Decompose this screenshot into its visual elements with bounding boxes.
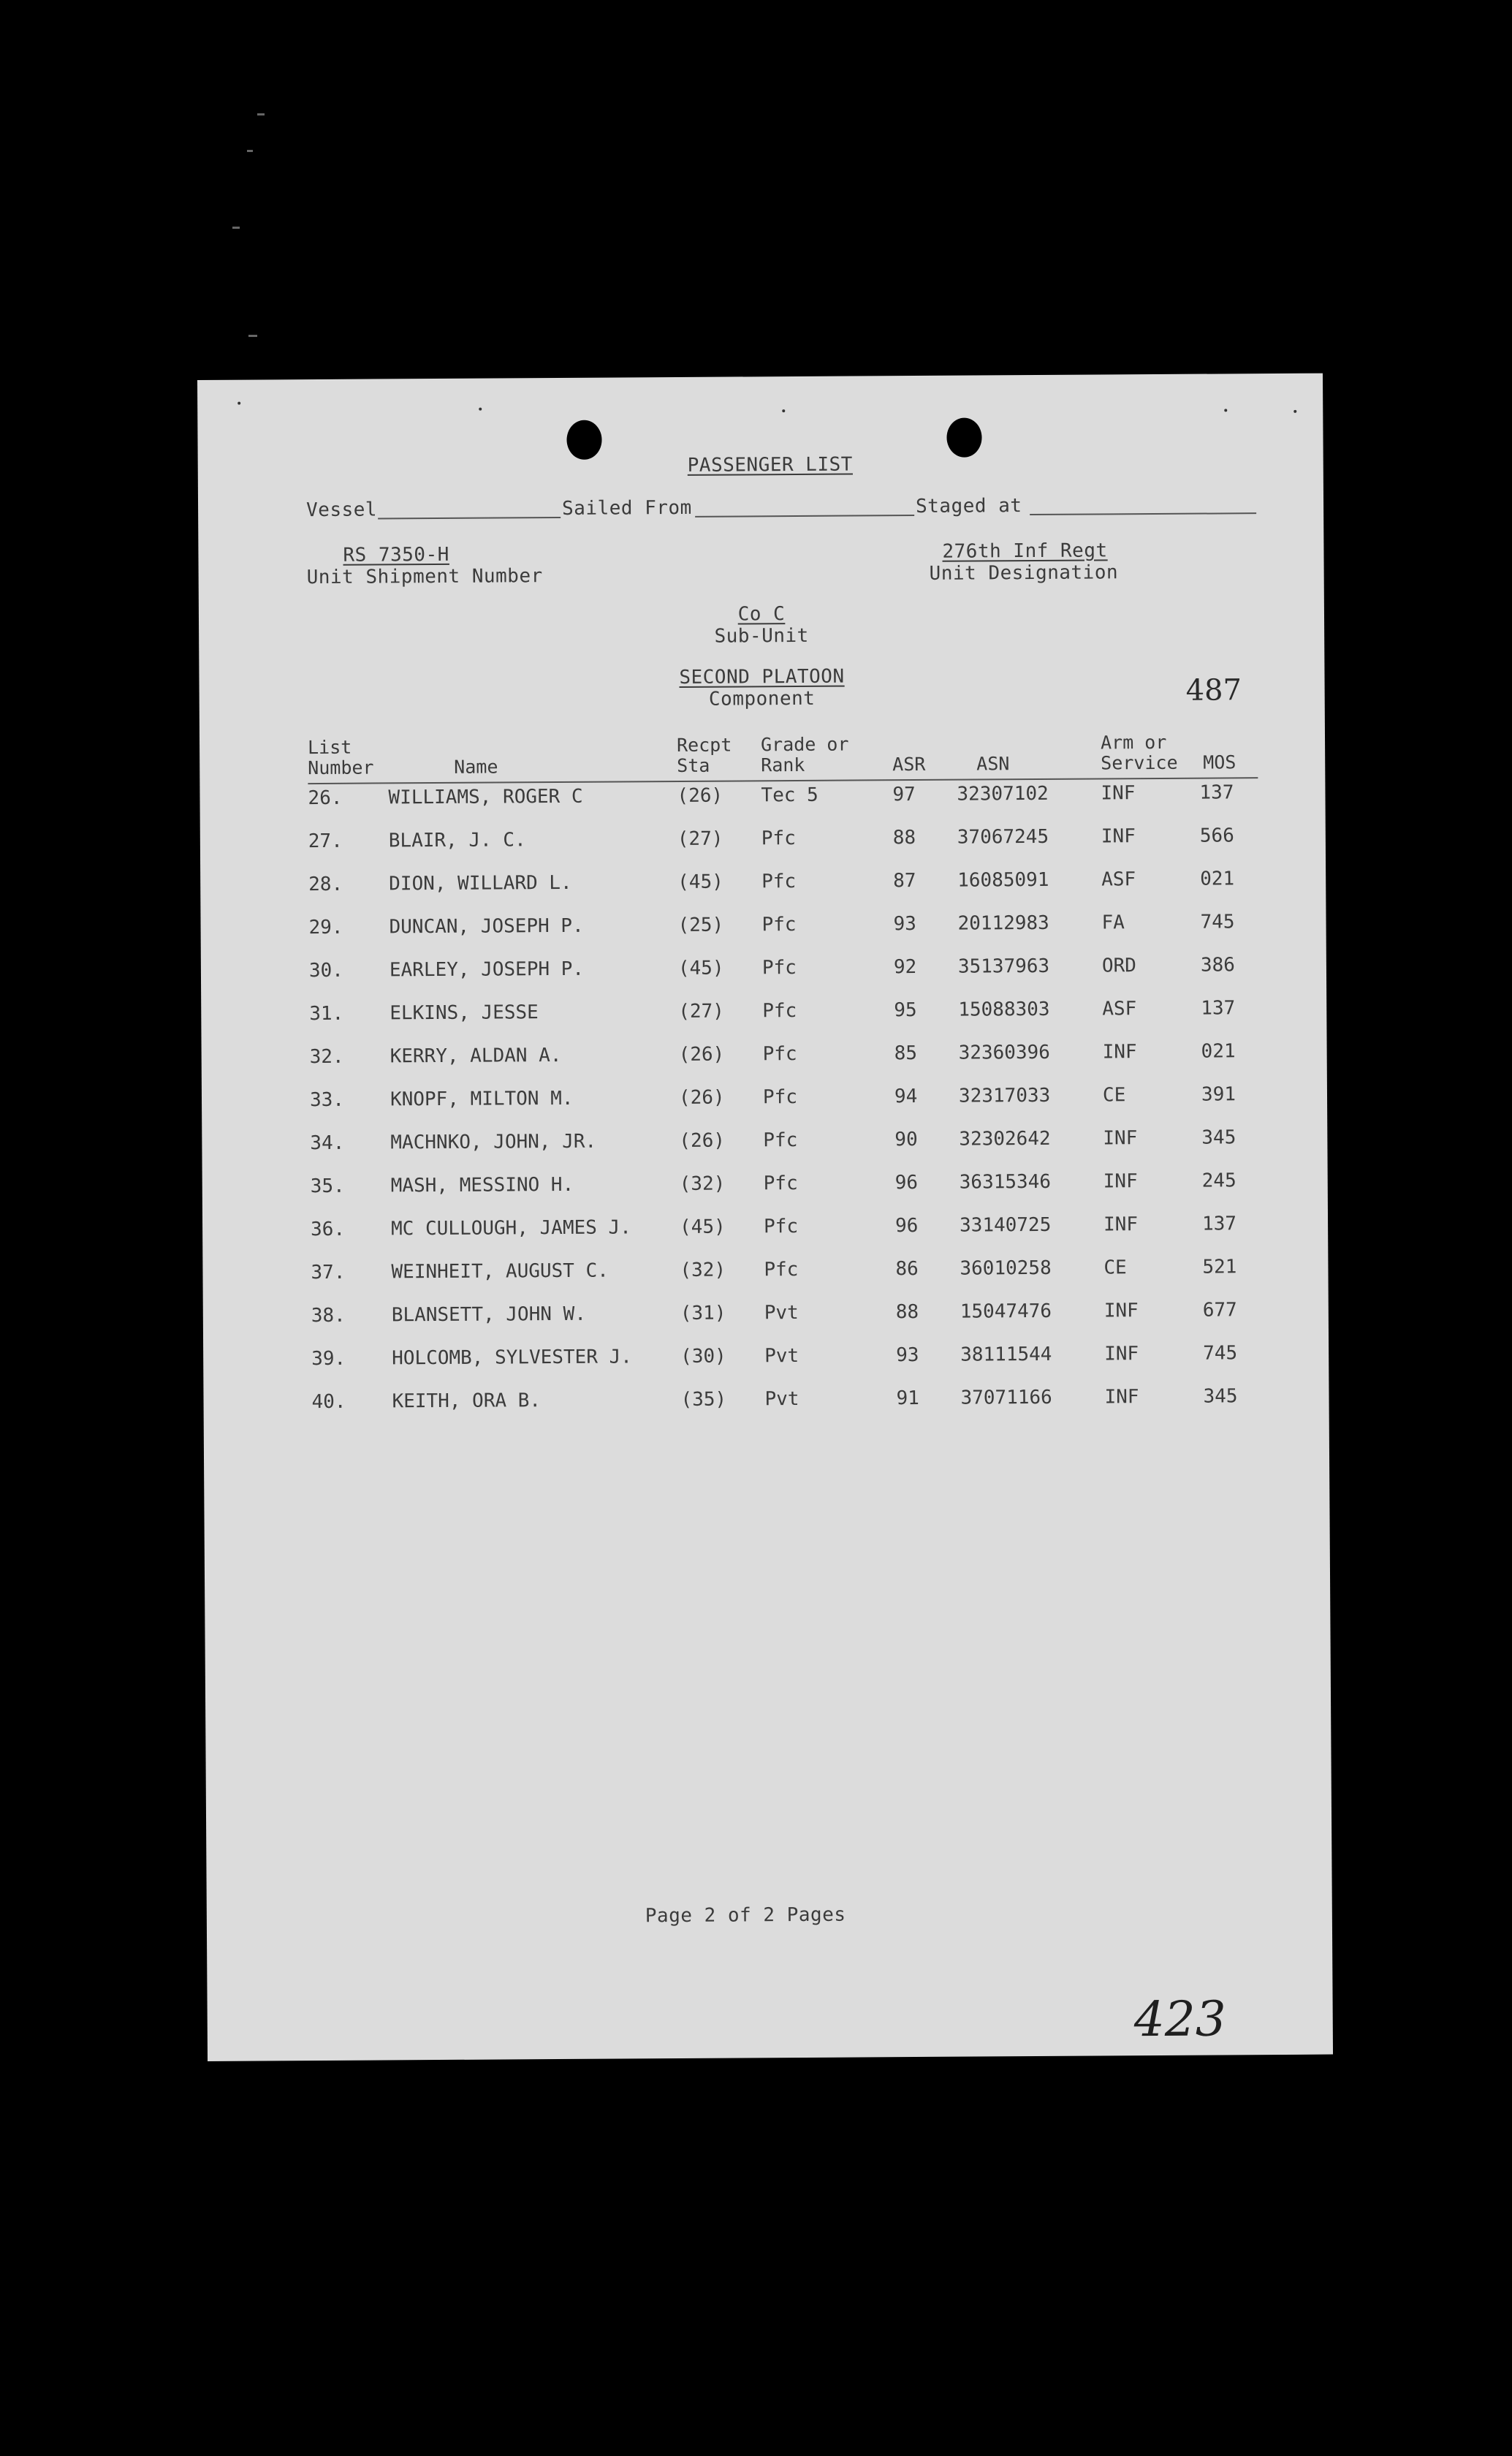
list-number-cell: 30.	[308, 959, 343, 982]
asr-cell: 88	[892, 827, 916, 849]
table-row	[311, 1250, 1261, 1299]
arm-service-cell: INF	[1101, 825, 1136, 848]
asn-cell: 32307102	[957, 782, 1049, 806]
recpt-sta-cell: (27)	[678, 1000, 725, 1023]
name-cell: DUNCAN, JOSEPH P.	[389, 914, 584, 939]
arm-service-cell: FA	[1101, 911, 1125, 934]
arm-service-cell: INF	[1102, 1041, 1137, 1064]
recpt-sta-cell: (26)	[678, 1086, 725, 1109]
stamped-page-number: 487	[1185, 673, 1242, 708]
name-cell: WILLIAMS, ROGER C	[388, 785, 583, 809]
asn-cell: 35137963	[957, 955, 1050, 978]
list-number-cell: 40.	[311, 1390, 346, 1414]
grade-rank-cell: Pfc	[761, 957, 797, 979]
asr-cell: 94	[894, 1085, 918, 1108]
mos-cell: 245	[1201, 1170, 1236, 1192]
unit-shipment-number: RS 7350-H	[343, 543, 449, 566]
table-row	[311, 1164, 1261, 1213]
handwritten-folio-number: 423	[1133, 1990, 1226, 2048]
table-row	[310, 1034, 1260, 1083]
arm-service-cell: ASF	[1102, 998, 1137, 1020]
asr-cell: 85	[894, 1042, 918, 1065]
header-arm-service: Arm or Service	[1100, 731, 1178, 774]
mos-cell: 745	[1203, 1342, 1238, 1365]
asn-cell: 32317033	[958, 1084, 1051, 1107]
arm-service-cell: INF	[1103, 1127, 1138, 1150]
mos-cell: 137	[1199, 781, 1234, 804]
arm-service-cell: INF	[1104, 1343, 1139, 1365]
table-row	[309, 948, 1259, 997]
arm-service-cell: INF	[1104, 1386, 1139, 1409]
sailed-from-blank	[695, 496, 914, 518]
asr-cell: 93	[893, 913, 916, 936]
asr-cell: 86	[895, 1257, 919, 1281]
passenger-list-page	[197, 374, 1333, 2061]
grade-rank-cell: Pvt	[764, 1344, 799, 1368]
table-row	[308, 905, 1258, 954]
asr-cell: 92	[893, 956, 917, 979]
arm-service-cell: ASF	[1101, 868, 1136, 891]
asn-cell: 36315346	[959, 1170, 1052, 1194]
name-cell: HOLCOMB, SYLVESTER J.	[392, 1346, 633, 1370]
recpt-sta-cell: (26)	[677, 784, 723, 808]
mos-cell: 021	[1201, 1040, 1236, 1063]
table-row	[308, 819, 1258, 868]
mos-cell: 391	[1201, 1083, 1236, 1106]
mos-cell: 345	[1201, 1126, 1236, 1149]
header-asr: ASR	[892, 753, 926, 776]
recpt-sta-cell: (45)	[677, 871, 723, 893]
mos-cell: 137	[1201, 1213, 1237, 1235]
name-cell: ELKINS, JESSE	[390, 1001, 539, 1025]
grade-rank-cell: Pfc	[761, 871, 797, 893]
passenger-rows	[308, 776, 1261, 1428]
list-number-cell: 37.	[311, 1261, 346, 1284]
grade-rank-cell: Pfc	[762, 1000, 797, 1023]
grade-rank-cell: Pfc	[763, 1129, 798, 1152]
unit-designation-block	[929, 539, 1118, 585]
list-number-cell: 35.	[310, 1175, 345, 1198]
mos-cell: 521	[1202, 1256, 1237, 1278]
mos-cell: 021	[1200, 868, 1235, 890]
asn-cell: 36010258	[960, 1257, 1052, 1280]
asr-cell: 93	[896, 1343, 919, 1367]
header-grade-rank: Grade or Rank	[760, 733, 849, 776]
sub-unit-block	[666, 602, 856, 648]
punch-hole-left	[566, 420, 601, 460]
asr-cell: 95	[894, 999, 917, 1022]
punch-hole-right	[946, 417, 981, 457]
recpt-sta-cell: (27)	[677, 827, 723, 850]
grade-rank-cell: Pfc	[762, 1086, 798, 1109]
table-row	[308, 776, 1258, 825]
table-row	[310, 1121, 1260, 1170]
mos-cell: 386	[1200, 954, 1235, 977]
staged-at-blank	[1030, 493, 1256, 515]
list-number-cell: 32.	[309, 1045, 344, 1069]
header-mos: MOS	[1203, 751, 1236, 773]
name-cell: KERRY, ALDAN A.	[390, 1044, 562, 1068]
list-number-cell: 27.	[308, 830, 343, 853]
arm-service-cell: CE	[1103, 1257, 1127, 1279]
arm-service-cell: ORD	[1101, 955, 1136, 977]
name-cell: KEITH, ORA B.	[392, 1390, 542, 1413]
list-number-cell: 38.	[311, 1304, 346, 1327]
recpt-sta-cell: (35)	[680, 1388, 727, 1411]
name-cell: BLANSETT, JOHN W.	[391, 1303, 587, 1327]
name-cell: EARLEY, JOSEPH P.	[389, 958, 585, 982]
recpt-sta-cell: (25)	[677, 914, 724, 936]
name-cell: BLAIR, J. C.	[388, 829, 526, 852]
asn-cell: 38111544	[960, 1343, 1052, 1366]
recpt-sta-cell: (45)	[680, 1216, 726, 1238]
asn-cell: 33140725	[959, 1213, 1052, 1237]
table-row	[311, 1336, 1261, 1385]
unit-designation-label: Unit Designation	[929, 561, 1119, 585]
grade-rank-cell: Pfc	[761, 827, 796, 850]
mos-cell: 345	[1203, 1385, 1238, 1408]
mos-cell: 137	[1201, 997, 1236, 1020]
document-title: PASSENGER LIST	[687, 453, 853, 477]
list-number-cell: 33.	[309, 1088, 345, 1112]
recpt-sta-cell: (30)	[680, 1345, 726, 1368]
mos-cell: 745	[1200, 911, 1235, 933]
unit-shipment-block	[306, 543, 542, 588]
asn-cell: 16085091	[957, 868, 1049, 892]
unit-shipment-label: Unit Shipment Number	[306, 565, 543, 589]
recpt-sta-cell: (32)	[679, 1172, 726, 1195]
list-number-cell: 31.	[309, 1002, 344, 1026]
name-cell: MASH, MESSINO H.	[390, 1173, 574, 1197]
name-cell: DION, WILLARD L.	[389, 871, 572, 895]
sailed-from-label: Sailed From	[561, 496, 692, 520]
asn-cell: 32360396	[958, 1041, 1050, 1064]
recpt-sta-cell: (45)	[677, 957, 724, 979]
asn-cell: 37067245	[957, 825, 1049, 849]
table-row	[311, 1379, 1261, 1428]
table-row	[308, 862, 1258, 911]
grade-rank-cell: Pfc	[762, 1043, 797, 1066]
name-cell: KNOPF, MILTON M.	[390, 1087, 574, 1111]
vessel-label: Vessel	[305, 499, 378, 522]
list-number-cell: 28.	[308, 873, 343, 896]
arm-service-cell: INF	[1101, 782, 1136, 805]
staged-at-label: Staged at	[915, 495, 1022, 518]
component-block	[666, 665, 856, 710]
asr-cell: 96	[894, 1171, 919, 1194]
asn-cell: 32302642	[959, 1127, 1051, 1151]
recpt-sta-cell: (26)	[678, 1043, 725, 1066]
asn-cell: 20112983	[957, 911, 1049, 935]
list-number-cell: 39.	[311, 1347, 346, 1371]
mos-cell: 677	[1202, 1299, 1237, 1322]
arm-service-cell: INF	[1103, 1170, 1138, 1193]
sub-unit-value: Co C	[737, 603, 786, 626]
sub-unit-label: Sub-Unit	[714, 624, 809, 648]
grade-rank-cell: Pfc	[763, 1216, 799, 1238]
grade-rank-cell: Pfc	[764, 1258, 799, 1281]
recpt-sta-cell: (26)	[679, 1129, 726, 1152]
grade-rank-cell: Tec 5	[761, 784, 818, 807]
header-asn: ASN	[976, 753, 1010, 775]
component-value: SECOND PLATOON	[679, 665, 845, 689]
recpt-sta-cell: (32)	[680, 1259, 726, 1281]
component-label: Component	[708, 687, 816, 710]
asr-cell: 90	[894, 1128, 918, 1151]
grade-rank-cell: Pvt	[764, 1387, 799, 1411]
grade-rank-cell: Pvt	[764, 1301, 799, 1324]
arm-service-cell: CE	[1102, 1084, 1126, 1107]
list-number-cell: 34.	[310, 1132, 345, 1155]
asr-cell: 96	[894, 1214, 919, 1238]
asr-cell: 91	[896, 1387, 919, 1410]
asr-cell: 88	[895, 1300, 919, 1324]
asn-cell: 37071166	[960, 1386, 1052, 1409]
asr-cell: 97	[892, 784, 916, 806]
arm-service-cell: INF	[1103, 1213, 1139, 1236]
asn-cell: 15088303	[958, 998, 1050, 1021]
grade-rank-cell: Pfc	[763, 1172, 798, 1195]
table-row	[310, 1077, 1260, 1126]
header-list-number: List Number	[307, 736, 374, 779]
vessel-fields-row	[306, 493, 1256, 528]
table-row	[309, 991, 1259, 1040]
header-recpt-sta: Recpt Sta	[676, 734, 732, 777]
vessel-blank	[378, 498, 561, 520]
name-cell: WEINHEIT, AUGUST C.	[391, 1259, 609, 1284]
name-cell: MC CULLOUGH, JAMES J.	[391, 1216, 631, 1240]
table-row	[311, 1207, 1261, 1256]
grade-rank-cell: Pfc	[761, 914, 797, 936]
recpt-sta-cell: (31)	[680, 1302, 726, 1324]
list-number-cell: 36.	[311, 1218, 346, 1241]
arm-service-cell: INF	[1103, 1300, 1139, 1322]
page-footer: Page 2 of 2 Pages	[645, 1903, 846, 1928]
name-cell: MACHNKO, JOHN, JR.	[390, 1130, 597, 1154]
header-name: Name	[454, 756, 498, 778]
table-row	[311, 1293, 1261, 1342]
list-number-cell: 29.	[308, 916, 343, 939]
list-number-cell: 26.	[308, 787, 343, 810]
mos-cell: 566	[1199, 825, 1234, 847]
unit-designation: 276th Inf Regt	[942, 539, 1108, 563]
asr-cell: 87	[893, 870, 916, 892]
asn-cell: 15047476	[960, 1300, 1052, 1323]
